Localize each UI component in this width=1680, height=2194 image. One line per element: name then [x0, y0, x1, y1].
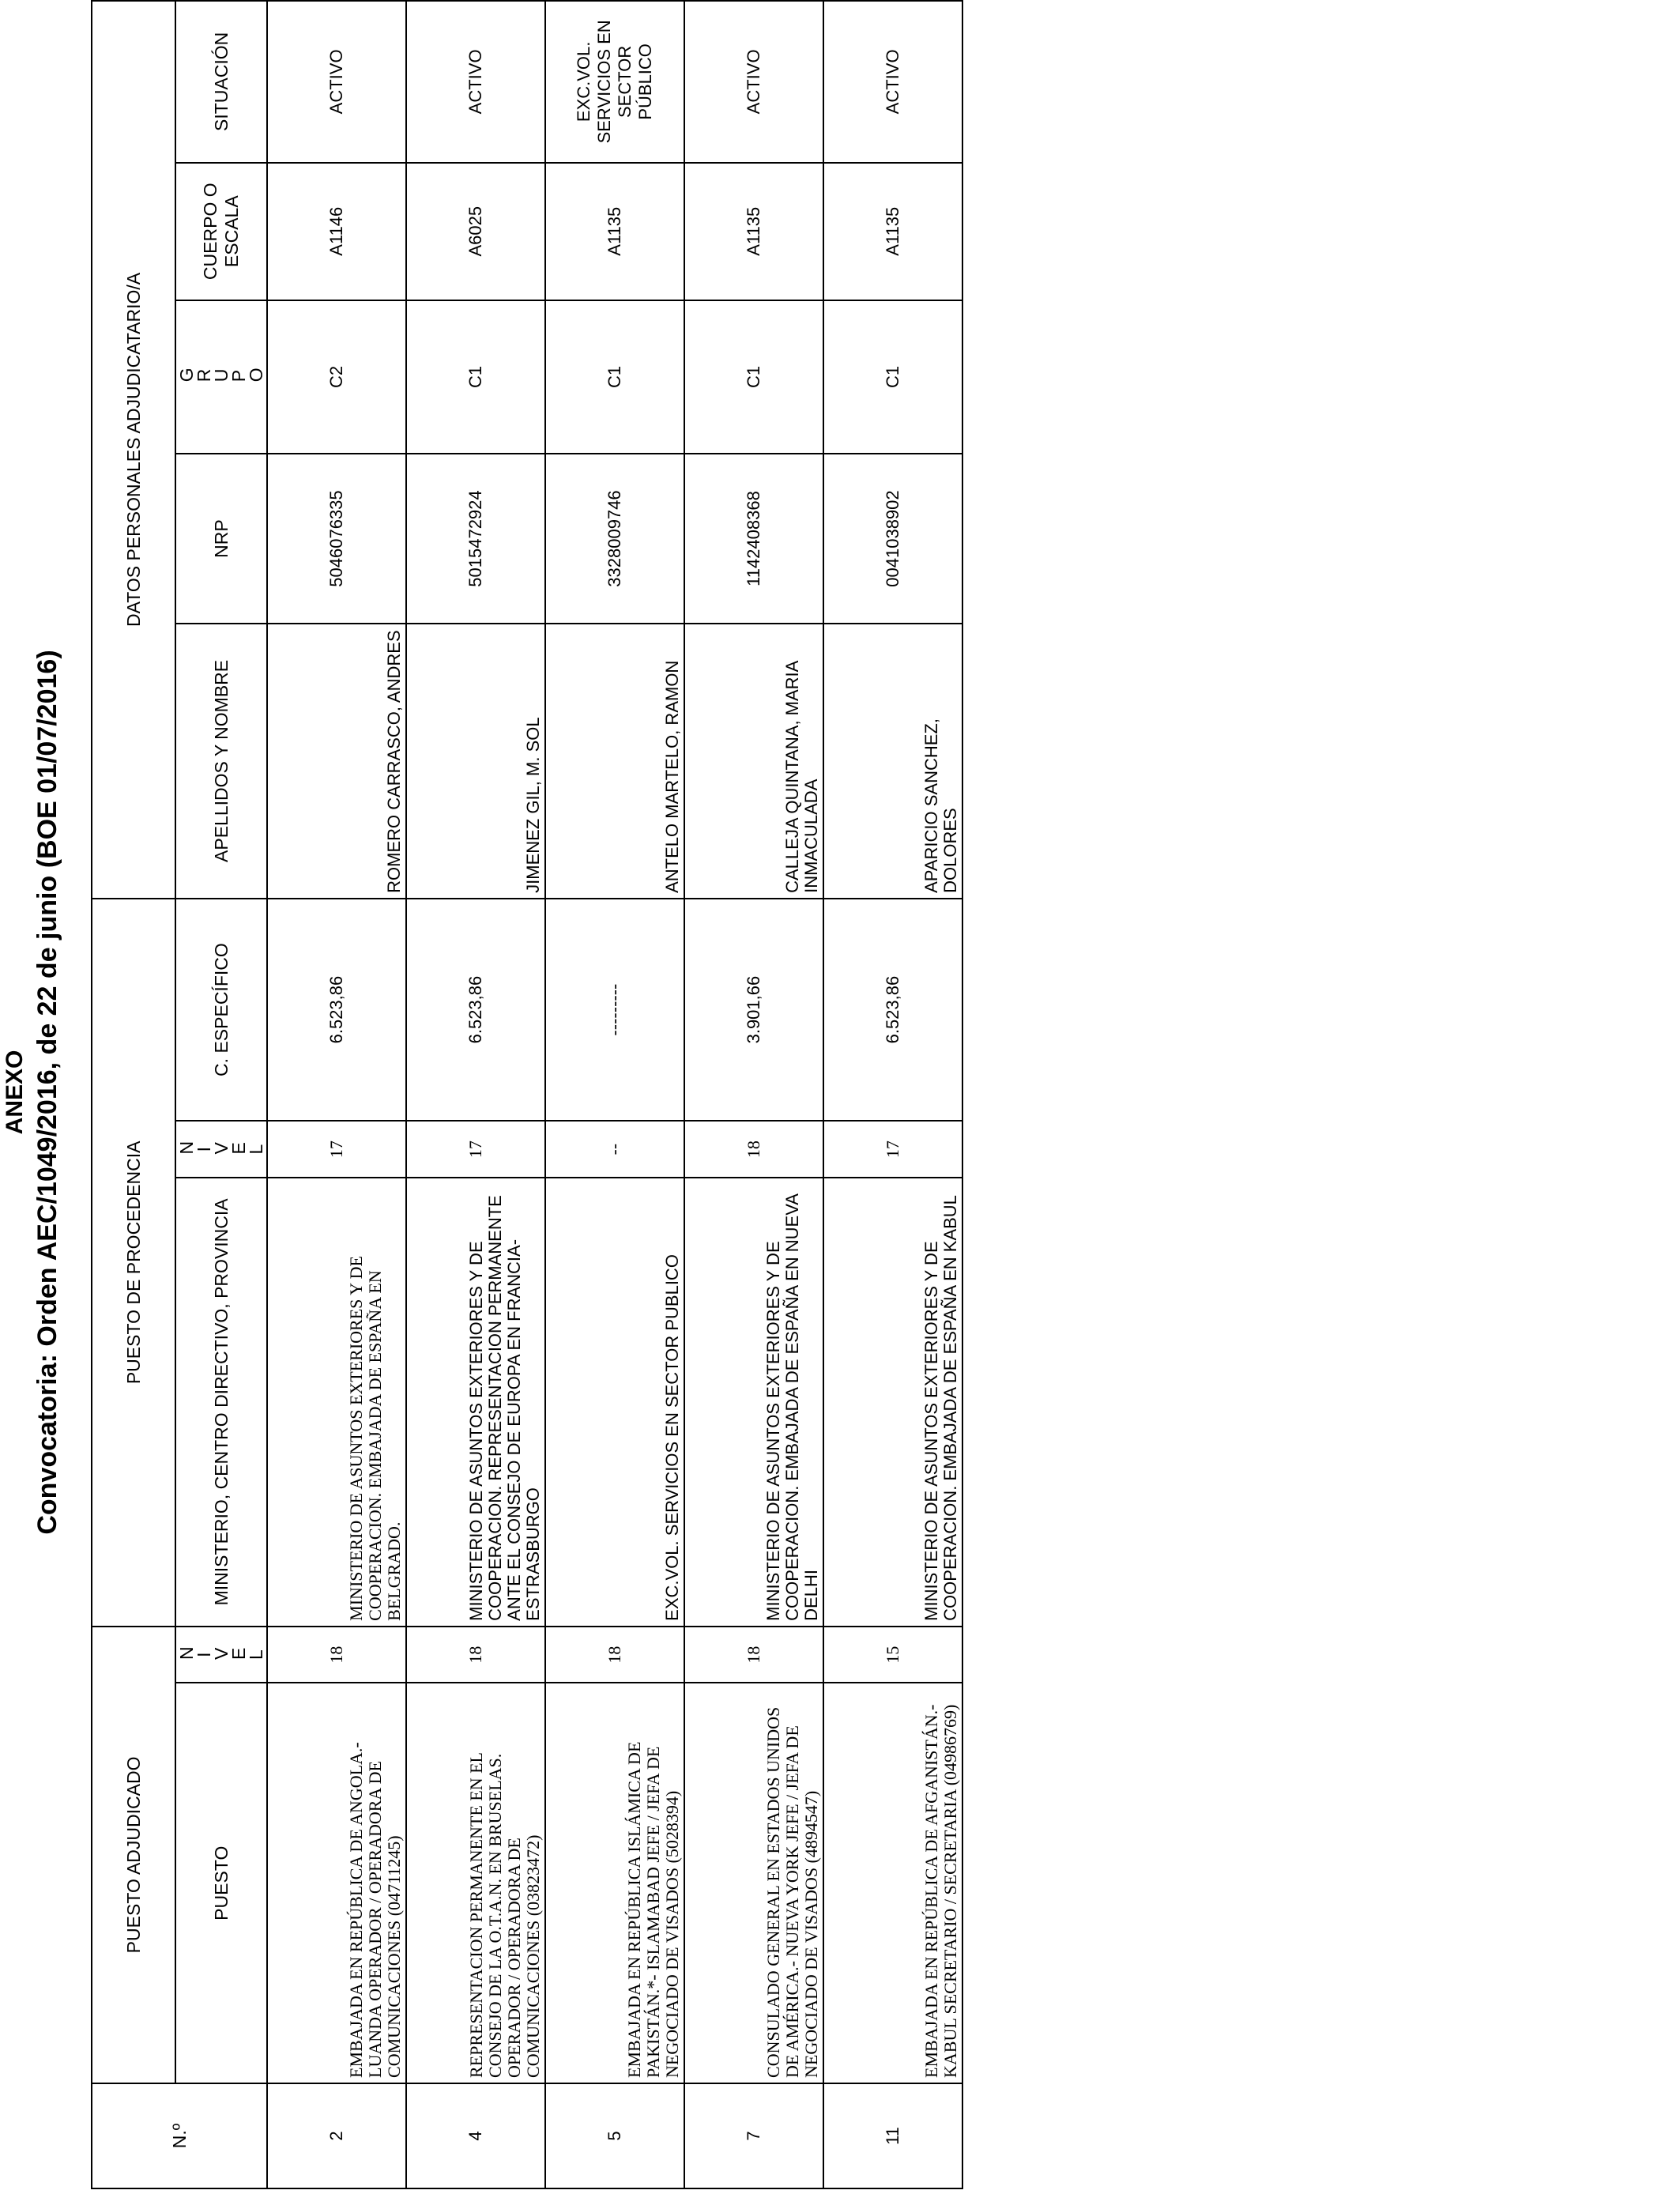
cell-apellidos: ROMERO CARRASCO, ANDRES — [267, 624, 406, 899]
header-nrp: NRP — [175, 454, 267, 624]
header-nivel-procedencia: NIVEL — [175, 1121, 267, 1178]
cell-nivel: 18 — [267, 1627, 406, 1683]
cell-especifico: 6.523,86 — [823, 899, 962, 1121]
table-row — [406, 1, 545, 2188]
cell-num: 7 — [684, 2083, 823, 2188]
cell-puesto: CONSULADO GENERAL EN ESTADOS UNIDOS DE AMÉRICA.- NUEVA YORK JEFE / JEFA DE NEGOCIADO DE VISADOS (4894547) — [684, 1683, 823, 2083]
cell-situacion: EXC.VOL. SERVICIOS EN SECTOR PÚBLICO — [545, 1, 684, 163]
cell-nivel: 18 — [545, 1627, 684, 1683]
cell-ministerio: MINISTERIO DE ASUNTOS EXTERIORES Y DE COOPERACION. REPRESENTACION PERMANENTE ANTE EL CONSEJO DE EUROPA EN FRANCIA- ESTRASBURGO — [406, 1178, 545, 1627]
cell-nivel-procedencia: 17 — [823, 1121, 962, 1178]
header-ministerio: MINISTERIO, CENTRO DIRECTIVO, PROVINCIA — [175, 1178, 267, 1627]
cell-situacion: ACTIVO — [823, 1, 962, 163]
header-num: N.º — [92, 2083, 267, 2188]
cell-grupo: C1 — [545, 300, 684, 454]
cell-puesto: EMBAJADA EN REPÚBLICA DE ANGOLA.- LUANDA OPERADOR / OPERADORA DE COMUNICACIONES (04711245) — [267, 1683, 406, 2083]
cell-grupo: C1 — [684, 300, 823, 454]
cell-especifico: --------- — [545, 899, 684, 1121]
page-title: ANEXO — [2, 1050, 28, 1135]
cell-situacion: ACTIVO — [684, 1, 823, 163]
header-puesto-procedencia: PUESTO DE PROCEDENCIA — [92, 899, 175, 1627]
cell-nrp: 1142408368 — [684, 454, 823, 624]
cell-cuerpo: A1135 — [684, 163, 823, 300]
page-subtitle: Convocatoria: Orden AEC/1049/2016, de 22 de junio (BOE 01/07/2016) — [32, 650, 62, 1535]
cell-ministerio: MINISTERIO DE ASUNTOS EXTERIORES Y DE COOPERACION. EMBAJADA DE ESPAÑA EN BELGRADO. — [267, 1178, 406, 1627]
table-row — [684, 1, 823, 2188]
cell-ministerio: EXC.VOL. SERVICIOS EN SECTOR PUBLICO — [545, 1178, 684, 1627]
header-puesto-adjudicado: PUESTO ADJUDICADO — [92, 1627, 175, 2083]
header-apellidos: APELLIDOS Y NOMBRE — [175, 624, 267, 899]
header-situacion: SITUACIÓN — [175, 1, 267, 163]
header-datos-personales: DATOS PERSONALES ADJUDICATARIO/A — [92, 1, 175, 899]
cell-puesto: REPRESENTACION PERMANENTE EN EL CONSEJO DE LA O.T.A.N. EN BRUSELAS. OPERADOR / OPERADORA DE COMUNICACIONES (03823472) — [406, 1683, 545, 2083]
rotated-table-wrapper — [91, 0, 1107, 2189]
cell-nivel: 18 — [684, 1627, 823, 1683]
cell-nivel: 18 — [406, 1627, 545, 1683]
cell-situacion: ACTIVO — [406, 1, 545, 163]
header-especifico: C. ESPECÍFICO — [175, 899, 267, 1121]
cell-especifico: 6.523,86 — [267, 899, 406, 1121]
cell-ministerio: MINISTERIO DE ASUNTOS EXTERIORES Y DE COOPERACION. EMBAJADA DE ESPAÑA EN KABUL — [823, 1178, 962, 1627]
table-row — [823, 1, 962, 2188]
cell-cuerpo: A6025 — [406, 163, 545, 300]
header-row-groups — [92, 1, 175, 2188]
cell-nivel: 15 — [823, 1627, 962, 1683]
cell-nivel-procedencia: 17 — [267, 1121, 406, 1178]
cell-puesto: EMBAJADA EN REPÚBLICA DE AFGANISTÁN.- KABUL SECRETARIO / SECRETARIA (04986769) — [823, 1683, 962, 2083]
cell-nivel-procedencia: 18 — [684, 1121, 823, 1178]
cell-num: 2 — [267, 2083, 406, 2188]
cell-nrp: 5046076335 — [267, 454, 406, 624]
cell-especifico: 6.523,86 — [406, 899, 545, 1121]
cell-grupo: C2 — [267, 300, 406, 454]
cell-nrp: 3328009746 — [545, 454, 684, 624]
cell-cuerpo: A1135 — [545, 163, 684, 300]
cell-num: 5 — [545, 2083, 684, 2188]
table-row — [545, 1, 684, 2188]
header-nivel: NIVEL — [175, 1627, 267, 1683]
cell-nivel-procedencia: 17 — [406, 1121, 545, 1178]
header-grupo: GRUPO — [175, 300, 267, 454]
cell-situacion: ACTIVO — [267, 1, 406, 163]
header-row-columns — [175, 1, 267, 2188]
cell-num: 4 — [406, 2083, 545, 2188]
cell-apellidos: APARICIO SANCHEZ, DOLORES — [823, 624, 962, 899]
title-block — [2, 0, 96, 2189]
cell-grupo: C1 — [406, 300, 545, 454]
cell-apellidos: ANTELO MARTELO, RAMON — [545, 624, 684, 899]
anexo-table — [91, 0, 963, 2189]
cell-apellidos: CALLEJA QUINTANA, MARIA INMACULADA — [684, 624, 823, 899]
cell-nivel-procedencia: -- — [545, 1121, 684, 1178]
cell-nrp: 5015472924 — [406, 454, 545, 624]
header-cuerpo: CUERPO O ESCALA — [175, 163, 267, 300]
cell-apellidos: JIMENEZ GIL, M. SOL — [406, 624, 545, 899]
cell-ministerio: MINISTERIO DE ASUNTOS EXTERIORES Y DE COOPERACION. EMBAJADA DE ESPAÑA EN NUEVA DELHI — [684, 1178, 823, 1627]
cell-num: 11 — [823, 2083, 962, 2188]
cell-cuerpo: A1135 — [823, 163, 962, 300]
cell-puesto: EMBAJADA EN REPÚBLICA ISLÁMICA DE PAKISTÁN.*- ISLAMABAD JEFE / JEFA DE NEGOCIADO DE VISADOS (5028394) — [545, 1683, 684, 2083]
header-puesto: PUESTO — [175, 1683, 267, 2083]
table-row — [267, 1, 406, 2188]
cell-grupo: C1 — [823, 300, 962, 454]
cell-nrp: 0041038902 — [823, 454, 962, 624]
cell-especifico: 3.901,66 — [684, 899, 823, 1121]
cell-cuerpo: A1146 — [267, 163, 406, 300]
